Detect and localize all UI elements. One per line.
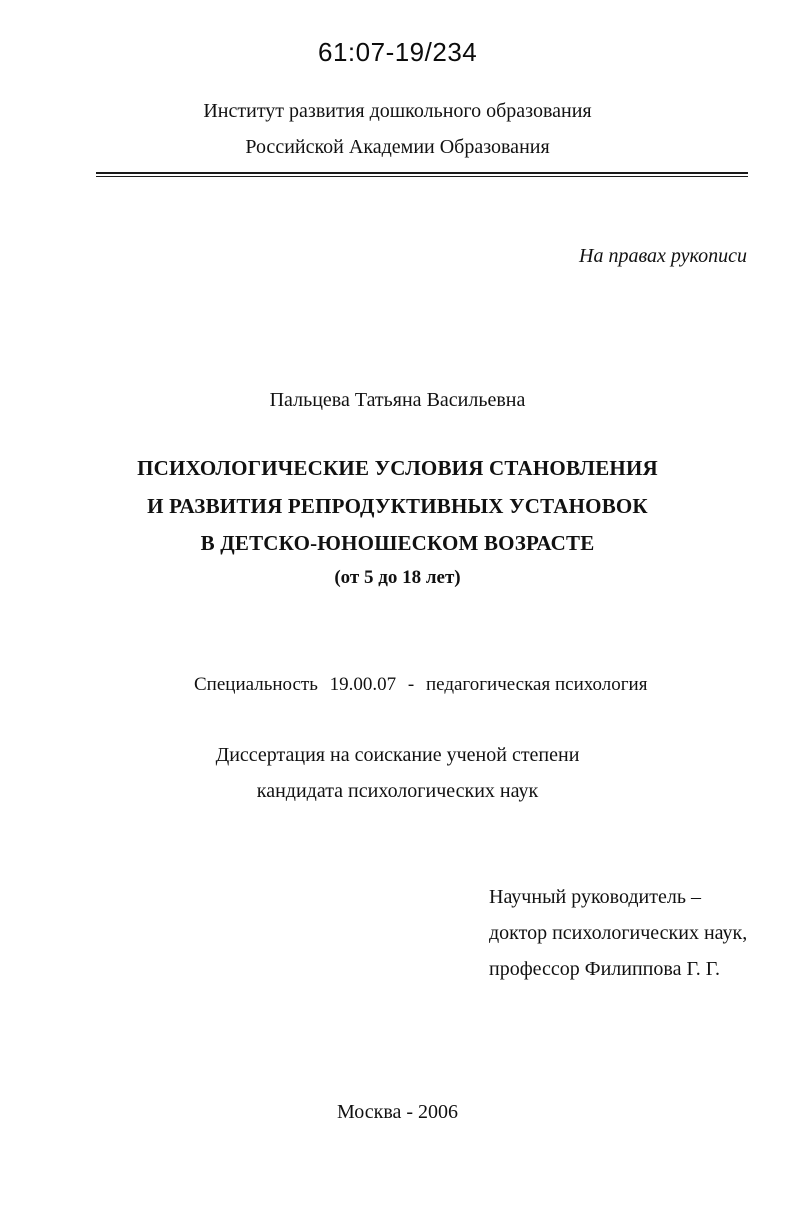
degree-line-1: Диссертация на соискание ученой степени [215, 744, 580, 766]
manuscript-rights-note: На правах рукописи [579, 245, 747, 267]
specialty-code: 19.00.07 [329, 674, 397, 695]
specialty-line [194, 674, 647, 696]
thesis-title-line-2: И РАЗВИТИЯ РЕПРОДУКТИВНЫХ УСТАНОВОК [147, 494, 648, 518]
specialty-name: педагогическая психология [425, 674, 648, 695]
institution-name: Институт развития дошкольного образования [203, 100, 592, 122]
supervisor-role: Научный руководитель – [489, 886, 701, 908]
thesis-age-range: (от 5 до 18 лет) [334, 567, 461, 588]
specialty-label: Специальность [194, 674, 318, 695]
supervisor-name: профессор Филиппова Г. Г. [489, 958, 721, 980]
header-rule-thick [96, 172, 748, 174]
specialty-separator: - [407, 674, 415, 695]
city-year: Москва - 2006 [336, 1101, 459, 1123]
call-number: 61:07-19/234 [318, 37, 478, 67]
academy-name: Российской Академии Образования [245, 136, 550, 158]
supervisor-degree: доктор психологических наук, [489, 922, 748, 944]
author-name: Пальцева Татьяна Васильевна [269, 389, 526, 411]
thesis-title-line-1: ПСИХОЛОГИЧЕСКИЕ УСЛОВИЯ СТАНОВЛЕНИЯ [137, 456, 658, 480]
header-rule-thin [96, 176, 748, 177]
thesis-title-line-3: В ДЕТСКО-ЮНОШЕСКОМ ВОЗРАСТЕ [200, 531, 595, 555]
degree-line-2: кандидата психологических наук [256, 780, 539, 802]
